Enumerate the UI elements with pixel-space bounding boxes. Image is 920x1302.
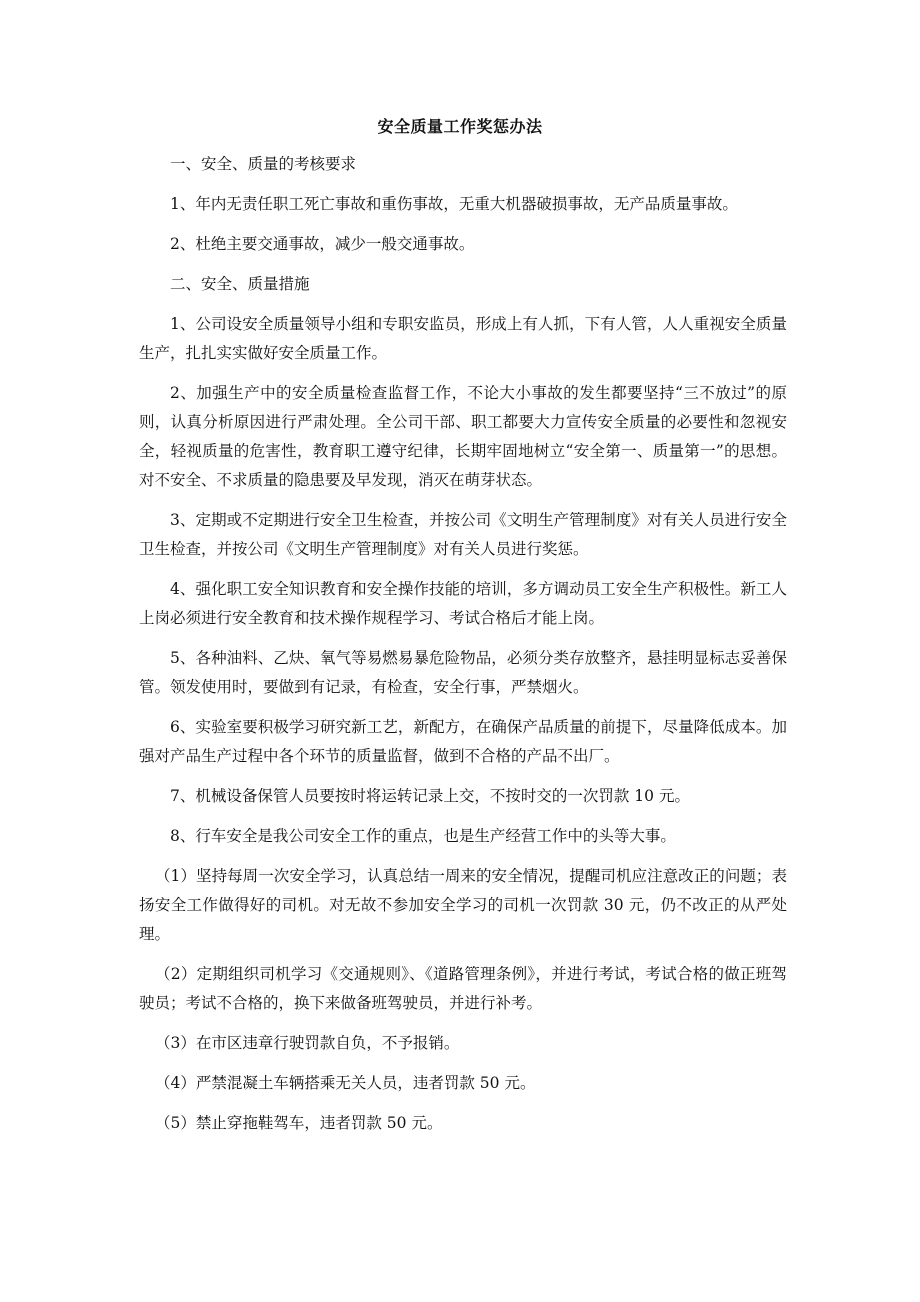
measure-item-4: 4、强化职工安全知识教育和安全操作技能的培训，多方调动员工安全生产积极性。新工人上岗必须进行安全教育和技术操作规程学习、考试合格后才能上岗。: [139, 580, 787, 627]
measure-item-2: 2、加强生产中的安全质量检查监督工作，不论大小事故的发生都要坚持“三不放过”的原则，认真分析原因进行严肃处理。全公司干部、职工都要大力宣传安全质量的必要性和忽视安全，轻视质量的危害性，教育职工遵守纪律，长期牢固地树立“安全第一、质量第一”的思想。对不安全、不求质量的隐患要及早发现，消灭在萌芽状态。: [139, 384, 787, 489]
document-title: 安全质量工作奖惩办法: [377, 117, 543, 136]
measure-item-6: 6、实验室要积极学习研究新工艺，新配方，在确保产品质量的前提下，尽量降低成本。加强对产品生产过程中各个环节的质量监督，做到不合格的产品不出厂。: [139, 718, 787, 765]
section-heading-assessment: 一、安全、质量的考核要求: [170, 155, 357, 173]
document-body: [139, 150, 787, 1149]
measure-item-8: 8、行车安全是我公司安全工作的重点，也是生产经营工作中的头等大事。: [170, 827, 676, 845]
measure-item-7: 7、机械设备保管人员要按时将运转记录上交，不按时交的一次罚款 10 元。: [170, 787, 690, 805]
measure-item-1: 1、公司设安全质量领导小组和专职安监员，形成上有人抓，下有人管，人人重视安全质量生产，扎扎实实做好安全质量工作。: [139, 315, 787, 362]
measure-item-3: 3、定期或不定期进行安全卫生检查，并按公司《文明生产管理制度》对有关人员进行安全卫生检查，并按公司《文明生产管理制度》对有关人员进行奖惩。: [139, 511, 787, 558]
driving-rule-4: （4）严禁混凝土车辆搭乘无关人员，违者罚款 50 元。: [155, 1074, 536, 1092]
assessment-item-1: 1、年内无责任职工死亡事故和重伤事故，无重大机器破损事故，无产品质量事故。: [170, 195, 738, 213]
assessment-item-2: 2、杜绝主要交通事故，减少一般交通事故。: [170, 235, 475, 253]
driving-rule-5: （5）禁止穿拖鞋驾车，违者罚款 50 元。: [155, 1114, 443, 1132]
measure-item-5: 5、各种油料、乙炔、氧气等易燃易暴危险物品，必须分类存放整齐，悬挂明显标志妥善保管。领发使用时，要做到有记录，有检查，安全行事，严禁烟火。: [139, 649, 787, 696]
driving-rule-1: （1）坚持每周一次安全学习，认真总结一周来的安全情况，提醒司机应注意改正的问题；表扬安全工作做得好的司机。对无故不参加安全学习的司机一次罚款 30 元，仍不改正的从严处理。: [139, 867, 787, 943]
driving-rule-3: （3）在市区违章行驶罚款自负，不予报销。: [155, 1034, 460, 1052]
section-heading-measures: 二、安全、质量措施: [170, 275, 310, 293]
driving-rule-2: （2）定期组织司机学习《交通规则》、《道路管理条例》，并进行考试，考试合格的做正班驾驶员；考试不合格的，换下来做备班驾驶员，并进行补考。: [139, 965, 787, 1012]
